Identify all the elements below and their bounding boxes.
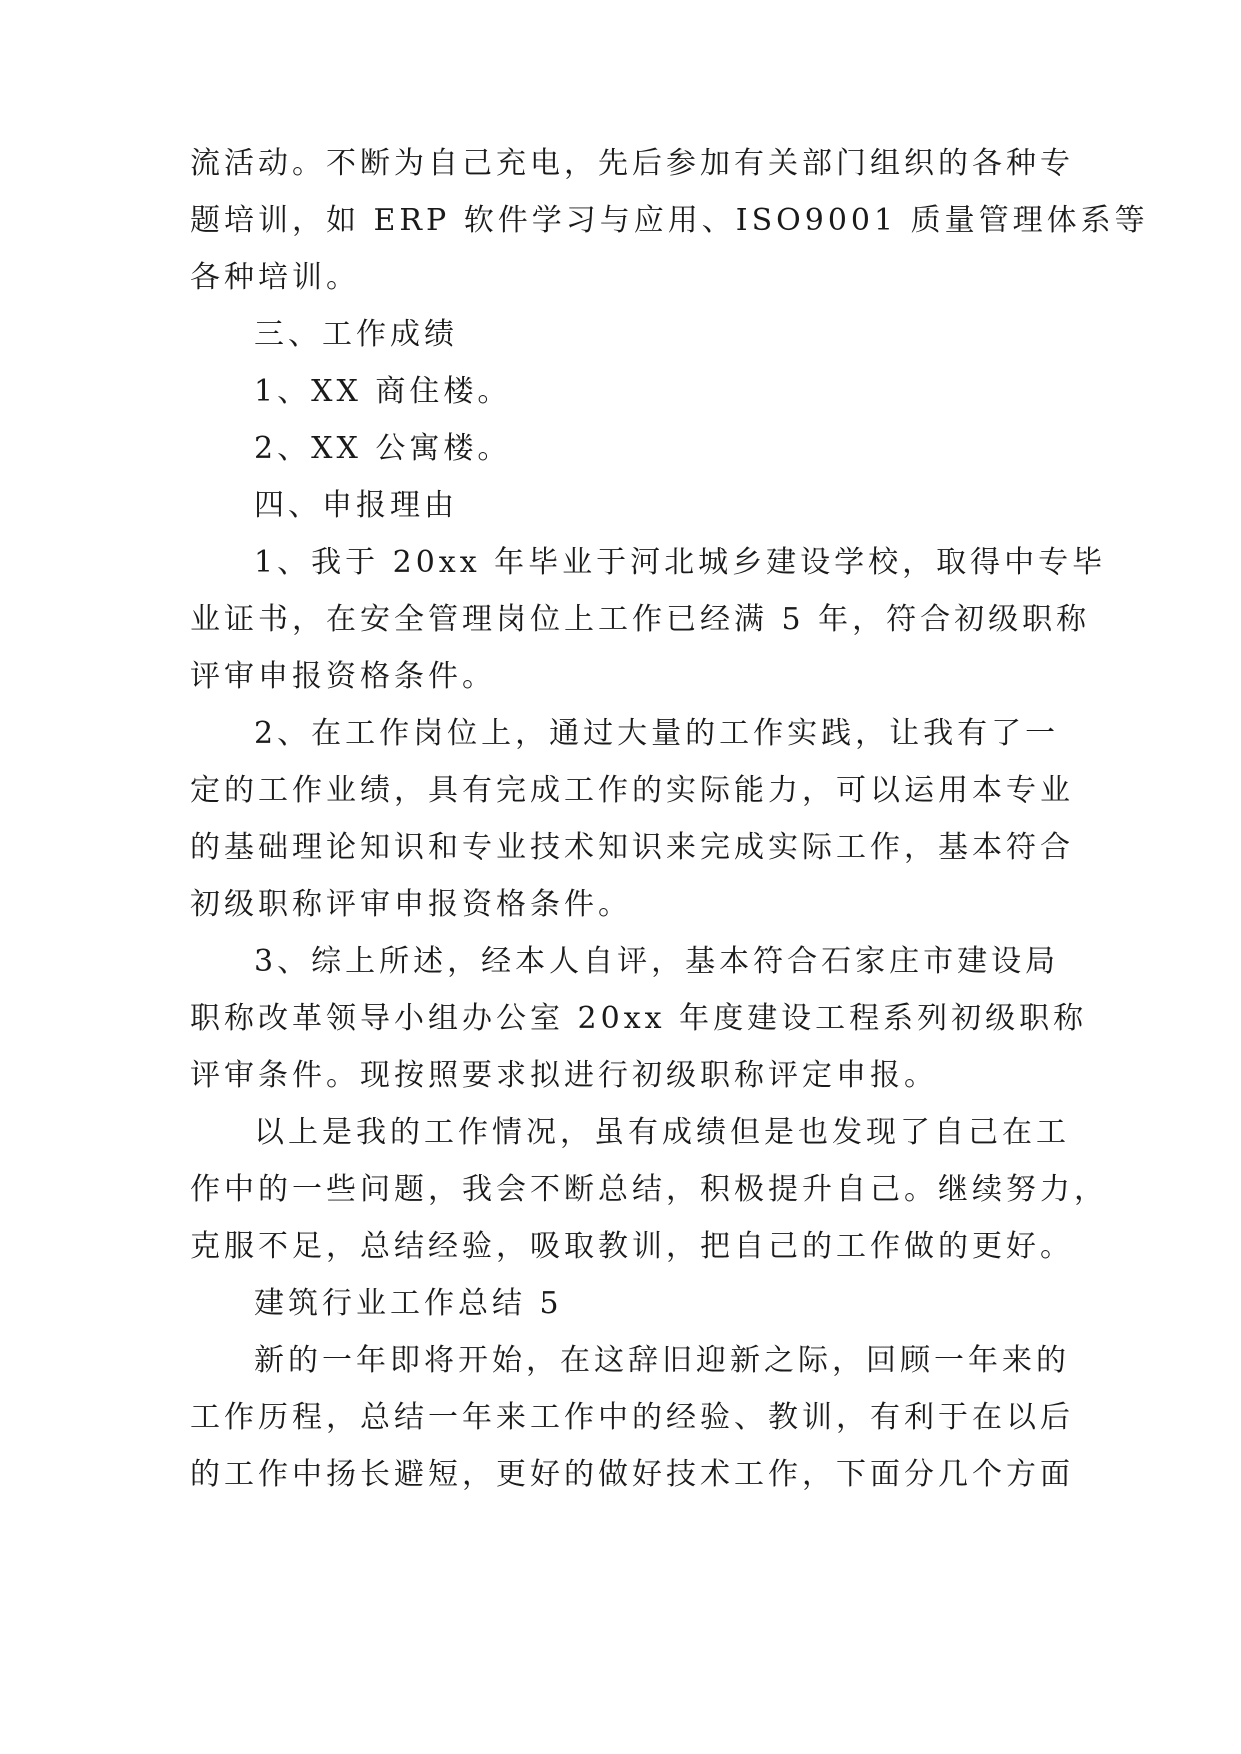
list-item: 2、XX 公寓楼。	[254, 431, 512, 466]
text-line: 评审申报资格条件。	[190, 659, 496, 694]
text-line: 新的一年即将开始，在这辞旧迎新之际，回顾一年来的	[254, 1343, 1070, 1378]
text-line: 业证书，在安全管理岗位上工作已经满 5 年，符合初级职称	[190, 602, 1091, 637]
text-line: 题培训，如 ERP 软件学习与应用、ISO9001 质量管理体系等	[190, 203, 1149, 238]
text-line: 初级职称评审申报资格条件。	[190, 887, 632, 922]
text-line: 流活动。不断为自己充电，先后参加有关部门组织的各种专	[190, 146, 1074, 181]
text-line: 职称改革领导小组办公室 20xx 年度建设工程系列初级职称	[190, 1001, 1088, 1036]
text-line: 工作历程，总结一年来工作中的经验、教训，有利于在以后	[190, 1400, 1074, 1435]
section-heading: 四、申报理由	[254, 488, 458, 523]
text-line: 2、在工作岗位上，通过大量的工作实践，让我有了一	[254, 716, 1060, 751]
text-line: 的基础理论知识和专业技术知识来完成实际工作，基本符合	[190, 830, 1074, 865]
section-heading: 三、工作成绩	[254, 317, 458, 352]
text-line: 的工作中扬长避短，更好的做好技术工作，下面分几个方面	[190, 1457, 1074, 1492]
text-line: 1、我于 20xx 年毕业于河北城乡建设学校，取得中专毕	[254, 545, 1107, 580]
text-line: 作中的一些问题，我会不断总结，积极提升自己。继续努力，	[190, 1172, 1108, 1207]
text-line: 克服不足，总结经验，吸取教训，把自己的工作做的更好。	[190, 1229, 1074, 1264]
text-line: 以上是我的工作情况，虽有成绩但是也发现了自己在工	[254, 1115, 1070, 1150]
list-item: 1、XX 商住楼。	[254, 374, 512, 409]
text-line: 各种培训。	[190, 260, 360, 295]
text-line: 评审条件。现按照要求拟进行初级职称评定申报。	[190, 1058, 938, 1093]
text-line: 定的工作业绩，具有完成工作的实际能力，可以运用本专业	[190, 773, 1074, 808]
section-title: 建筑行业工作总结 5	[254, 1286, 563, 1321]
text-line: 3、综上所述，经本人自评，基本符合石家庄市建设局	[254, 944, 1060, 979]
